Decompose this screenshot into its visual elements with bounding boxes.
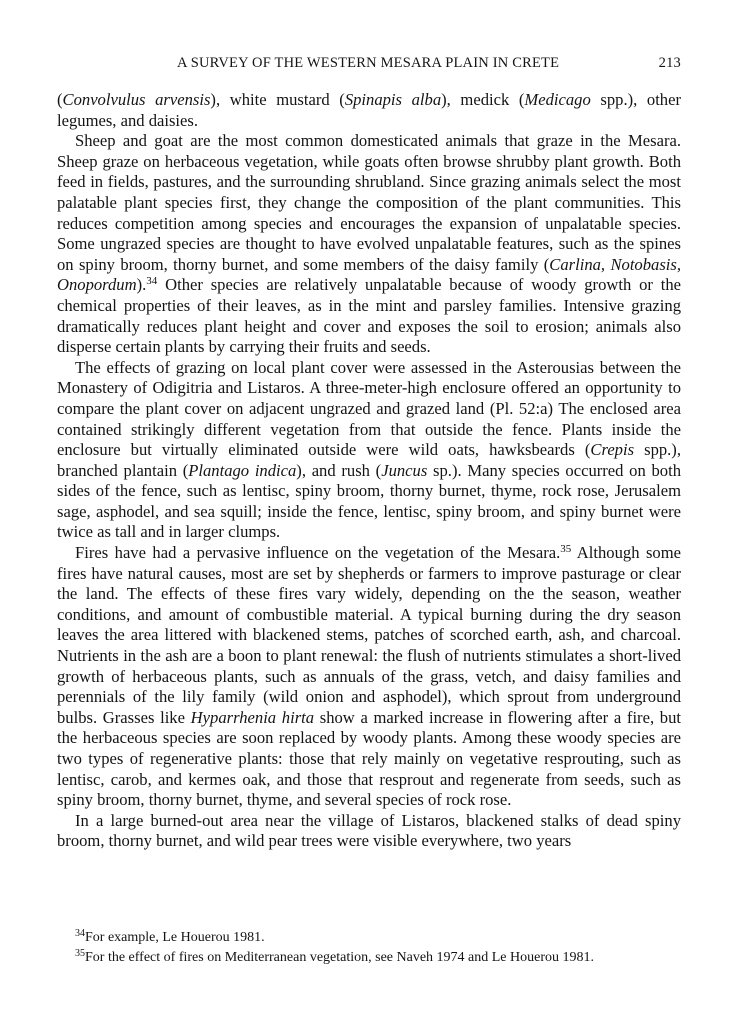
genus-name: Medicago bbox=[524, 90, 591, 109]
footnote-number: 34 bbox=[75, 928, 85, 939]
page bbox=[57, 55, 681, 852]
body-text bbox=[57, 90, 681, 852]
paragraph-grazing-effects: The effects of grazing on local plant cover were assessed in the Asterousias between the Monastery of Odigitria and Listaros. A three-meter-high enclosure offered an opportunity to compare the plant cover on adjacent ungrazed and grazed land (Pl. 52:a) The enclosed area contained strikingly different vegetation from that outside the fence. Plants inside the enclosure but virtually eliminated outside were wild oats, hawksbeards (Crepis spp.), branched plantain (Plantago indica), and rush (Juncus sp.). Many species occurred on both sides of the fence, such as lentisc, spiny broom, thorny burnet, thyme, rock rose, Jerusalem sage, asphodel, and sea squill; inside the fence, lentisc, spiny broom, and spiny burnet were twice as tall and in larger clumps. bbox=[57, 357, 682, 542]
running-head bbox=[57, 55, 681, 79]
species-name: Hyparrhenia hirta bbox=[190, 707, 315, 727]
footnote-35 bbox=[75, 948, 675, 968]
species-name: Plantago indica bbox=[188, 460, 297, 480]
genus-name: Crepis bbox=[590, 440, 635, 460]
paragraph-continued: (Convolvulus arvensis), white mustard (Spinapis alba), medick (Medicago spp.), other legumes, and daisies. bbox=[57, 90, 681, 130]
paragraph-grazing-animals: Sheep and goat are the most common domesticated animals that graze in the Mesara. Sheep graze on herbaceous vegetation, while goats often browse shrubby plant growth. Both feed in fields, pastures, and the surrounding shrubland. Since grazing animals select the most palatable plant species first, they change the composition of the plant communities. This reduces competition among species and encourages the expansion of unpalatable species. Some ungrazed species are thought to have evolved unpalatable features, such as the spines on spiny broom, thorny burnet, and some members of the daisy family (Carlina, Notobasis, Onopordum).$^{34}$ Other species are relatively unpalatable because of woody growth or the chemical properties of their leaves, as in the mint and parsley families. Intensive grazing dramatically reduces plant height and cover and exposes the soil to erosion; animals also disperse certain plants by carrying their fruits and seeds. bbox=[57, 131, 681, 357]
page-number: 213 bbox=[658, 55, 681, 71]
species-name: Spinapis alba bbox=[344, 90, 442, 109]
footnotes bbox=[75, 928, 675, 968]
footnote-ref-34[interactable]: 34 bbox=[146, 275, 158, 288]
species-name: Convolvulus arvensis bbox=[62, 90, 211, 109]
footnote-ref-35[interactable]: 35 bbox=[560, 543, 572, 556]
footnote-text: For the effect of fires on Mediterranean vegetation, see Naveh 1974 and Le Houerou 1981. bbox=[85, 950, 595, 965]
footnote-text: For example, Le Houerou 1981. bbox=[85, 930, 265, 945]
footnote-34 bbox=[75, 928, 675, 948]
genus-name: Juncus bbox=[381, 460, 428, 480]
footnote-number: 35 bbox=[75, 948, 85, 959]
genus-names: Carlina, Notobasis, Onopordum bbox=[57, 254, 681, 295]
paragraph-fires: Fires have had a pervasive influence on the vegetation of the Mesara.$^{35}$ Although some fires have natural causes, most are set by shepherds or farmers to improve pasturage or clear the land. The effects of these fires vary widely, depending on the the season, weather conditions, and amount of combustible material. A typical burning during the dry season leaves the area littered with blackened stems, patches of scorched earth, ash, and charcoal. Nutrients in the ash are a boon to plant renewal: the flush of nutrients stimulates a short-lived growth of herbaceous plants, such as annuals of the grass, vetch, and daisy families and perennials of the lily family (wild onion and asphodel), which sprout from underground bulbs. Grasses like Hyparrhenia hirta show a marked increase in flowering after a fire, but the herbaceous species are soon replaced by woody plants. Among these woody species are two types of regenerative plants: those that rely mainly on vegetative resprouting, such as lentisc, carob, and kermes oak, and those that resprout and regenerate from seeds, such as spiny broom, thorny burnet, thyme, and several species of rock rose. bbox=[57, 543, 681, 810]
paragraph-burned-area: In a large burned-out area near the village of Listaros, blackened stalks of dead spiny broom, thorny burnet, and wild pear trees were visible everywhere, two years bbox=[57, 810, 681, 851]
running-title: A SURVEY OF THE WESTERN MESARA PLAIN IN CRETE bbox=[177, 55, 560, 71]
